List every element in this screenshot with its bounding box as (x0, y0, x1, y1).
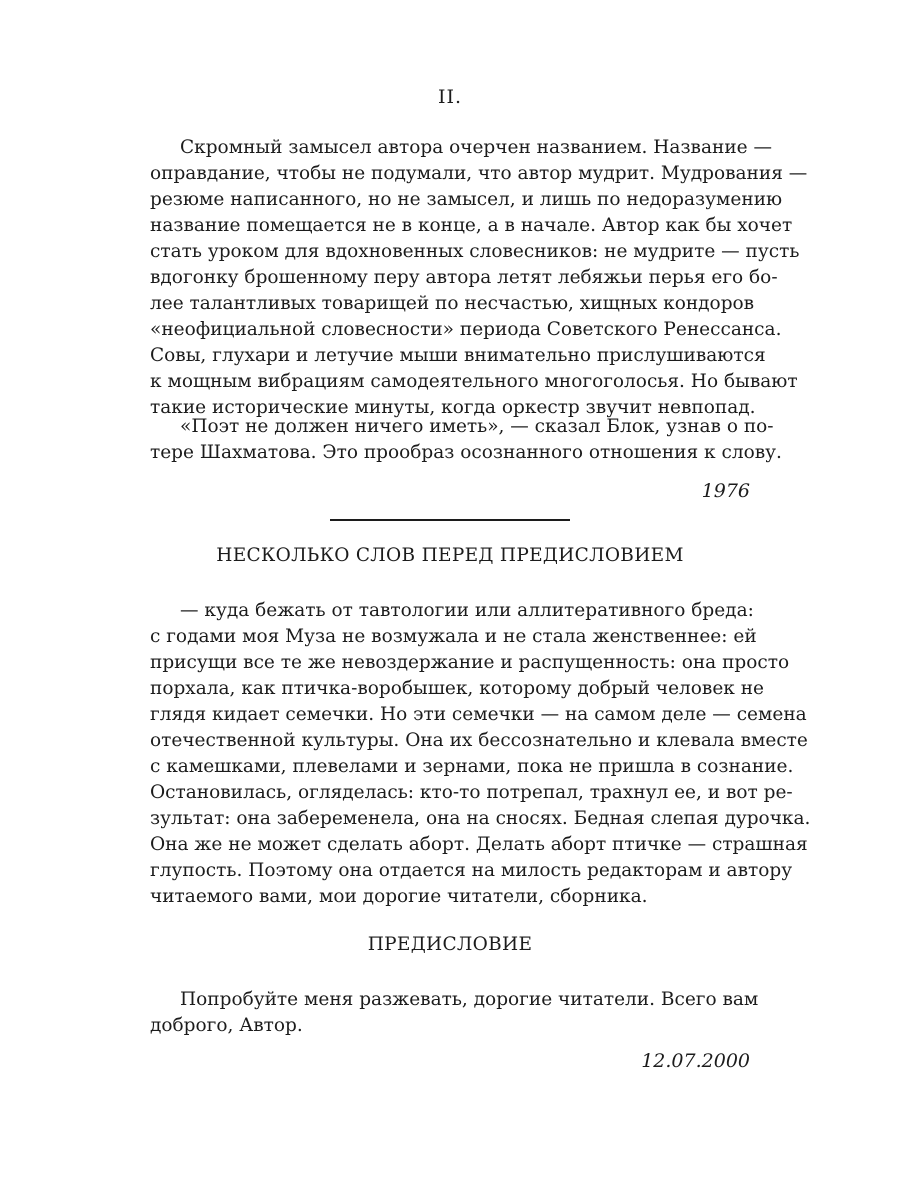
text-line: Попробуйте меня разжевать, дорогие читатели. Всего вам (180, 989, 759, 1010)
text-line: «неофициальной словесности» периода Советского Ренессанса. (150, 319, 782, 340)
text-line: с камешками, плевелами и зернами, пока не пришла в сознание. (150, 756, 794, 777)
text-line: глядя кидает семечки. Но эти семечки — на самом деле — семена (150, 704, 807, 725)
text-line: стать уроком для вдохновенных словесников: не мудрите — пусть (150, 241, 800, 262)
text-line: порхала, как птичка-воробышек, которому добрый человек не (150, 678, 764, 699)
text-line: резюме написанного, но не замысел, и лишь по недоразумению (150, 189, 783, 210)
text-line: такие исторические минуты, когда оркестр звучит невпопад. (150, 397, 756, 418)
text-line: Скромный замысел автора очерчен названием. Название — (180, 137, 772, 158)
text-line: Остановилась, огляделась: кто-то потрепал, трахнул ее, и вот ре- (150, 782, 793, 803)
paragraph-preface (150, 987, 759, 1039)
text-line: читаемого вами, мои дорогие читатели, сборника. (150, 886, 648, 907)
text-line: «Поэт не должен ничего иметь», — сказал Блок, узнав о по- (180, 416, 774, 437)
date-1976: 1976 (701, 480, 750, 502)
date-2000: 12.07.2000 (641, 1050, 750, 1072)
section-number: II. (437, 86, 463, 108)
text-line: — куда бежать от тавтологии или аллитеративного бреда: (180, 600, 754, 621)
paragraph-blok-quote (150, 414, 782, 466)
text-line: Она же не может сделать аборт. Делать аборт птичке — страшная (150, 834, 808, 855)
section-divider (330, 519, 570, 521)
text-line: тере Шахматова. Это прообраз осознанного отношения к слову. (150, 442, 782, 463)
heading-before-preface: НЕСКОЛЬКО СЛОВ ПЕРЕД ПРЕДИСЛОВИЕМ (216, 545, 684, 566)
text-line: оправдание, чтобы не подумали, что автор мудрит. Мудрования — (150, 163, 808, 184)
text-line: название помещается не в конце, а в начале. Автор как бы хочет (150, 215, 793, 236)
text-line: вдогонку брошенному перу автора летят лебяжьи перья его бо- (150, 267, 778, 288)
text-line: доброго, Автор. (150, 1015, 303, 1036)
text-line: присущи все те же невоздержание и распущенность: она просто (150, 652, 790, 673)
text-line: с годами моя Муза не возмужала и не стала женственнее: ей (150, 626, 757, 647)
text-line: отечественной культуры. Она их бессознательно и клевала вместе (150, 730, 808, 751)
text-line: Совы, глухари и летучие мыши внимательно прислушиваются (150, 345, 766, 366)
text-line: зультат: она забеременела, она на сносях. Бедная слепая дурочка. (150, 808, 811, 829)
heading-preface: ПРЕДИСЛОВИЕ (367, 934, 533, 955)
paragraph-title-meaning (150, 135, 808, 421)
text-line: глупость. Поэтому она отдается на милость редакторам и автору (150, 860, 793, 881)
paragraph-muse (150, 598, 811, 910)
text-line: к мощным вибрациям самодеятельного многоголосья. Но бывают (150, 371, 798, 392)
text-line: лее талантливых товарищей по несчастью, хищных кондоров (150, 293, 755, 314)
